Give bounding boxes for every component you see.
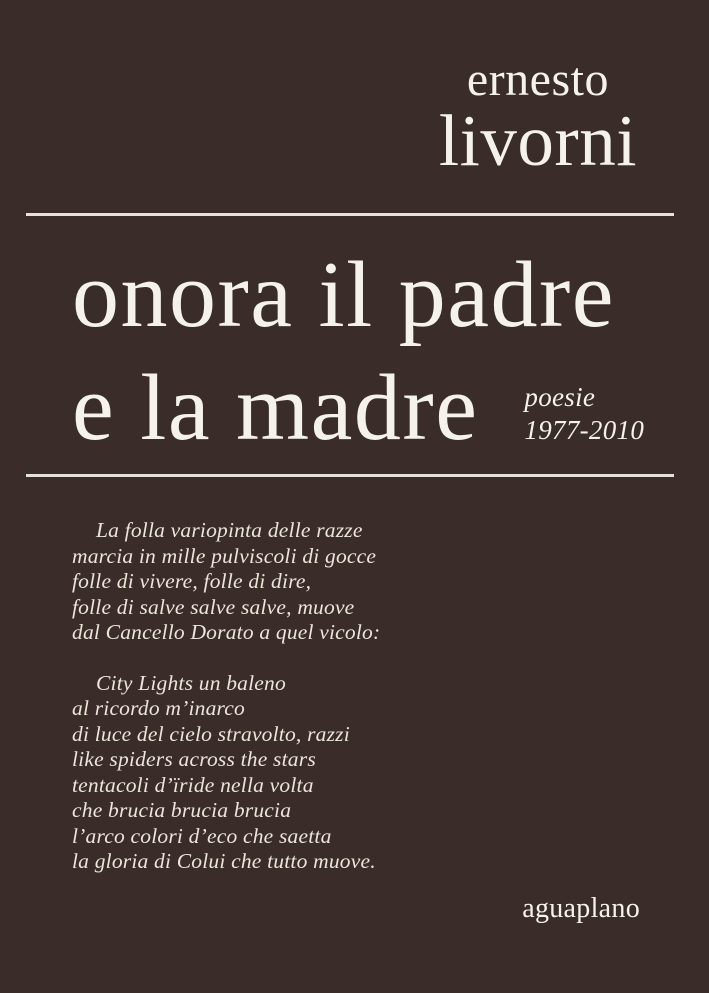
subtitle-line-2: 1977-2010 [524, 415, 645, 445]
title-line-1: onora il padre [72, 243, 616, 347]
subtitle-block [524, 381, 644, 447]
poem-line: marcia in mille pulviscoli di gocce [72, 543, 377, 568]
poem-line: l’arco colori d’eco che saetta [72, 823, 332, 848]
title-line-2: e la madre [72, 356, 479, 460]
poem-line: al ricordo m’inarco [72, 696, 245, 720]
subtitle-line-1: poesie [524, 382, 596, 412]
title-line-2-row [72, 356, 645, 460]
author-name-block [438, 53, 637, 181]
publisher-name: aguaplano [522, 893, 640, 924]
poem-line: like spiders across the stars [72, 747, 316, 771]
author-first-name: ernesto [466, 53, 609, 106]
divider-bottom [26, 474, 674, 477]
poem-excerpt [72, 518, 380, 875]
poem-line: la gloria di Colui che tutto muove. [72, 849, 376, 873]
poem-line: tentacoli d’ïride nella volta [72, 772, 314, 797]
poem-line: folle di salve salve salve, muove [72, 594, 355, 619]
poem-line: dal Cancello Dorato a quel vicolo: [72, 620, 381, 644]
poem-stanza-1 [72, 518, 380, 646]
poem-line: che brucia brucia brucia [72, 798, 292, 822]
poem-line: folle di vivere, folle di dire, [72, 569, 312, 593]
poem-line: City Lights un baleno [96, 670, 286, 695]
poem-line: di luce del cielo stravolto, razzi [72, 721, 350, 746]
divider-top [26, 213, 674, 216]
poem-line: La folla variopinta delle razze [96, 518, 363, 542]
poem-stanza-2 [72, 671, 380, 875]
author-last-name: livorni [438, 100, 637, 181]
